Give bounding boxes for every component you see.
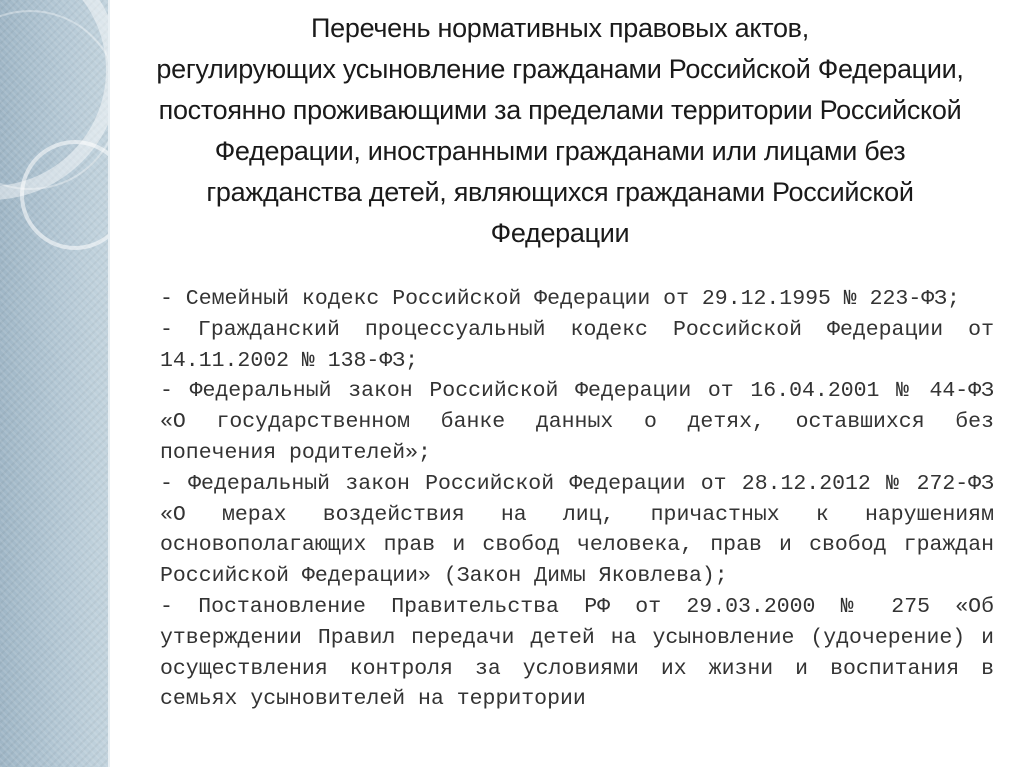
list-item: - Федеральный закон Российской Федерации от 16.04.2001 № 44-ФЗ «О государственном банке данных о детях, оставшихся без попечения родителей»; <box>160 379 994 465</box>
acts-list <box>160 284 994 715</box>
title-line: постоянно проживающими за пределами территории Российской <box>158 95 962 125</box>
title-line: регулирующих усыновление гражданами Российской Федерации, <box>156 54 964 84</box>
panel-divider <box>108 0 110 767</box>
list-item: - Постановление Правительства РФ от 29.03.2000 № 275 «Об утверждении Правил передачи детей на усыновление (удочерение) и осуществления контроля за условиями их жизни и воспитания в семьях усыновителей на территории <box>160 594 994 712</box>
list-item: - Семейный кодекс Российской Федерации от 29.12.1995 № 223-ФЗ; <box>160 287 960 311</box>
title-line: Федерации <box>490 218 630 248</box>
list-item: - Федеральный закон Российской Федерации от 28.12.2012 № 272-ФЗ «О мерах воздействия на лиц, причастных к нарушениям основополагающих прав и свобод человека, прав и свобод граждан Российской Федерации» (Закон Димы Яковлева); <box>160 471 994 589</box>
list-item: - Гражданский процессуальный кодекс Российской Федерации от 14.11.2002 № 138-ФЗ; <box>160 317 994 373</box>
title-line: Перечень нормативных правовых актов, <box>311 13 809 43</box>
decorative-side-panel <box>0 0 110 767</box>
title-line: гражданства детей, являющихся гражданами Российской <box>206 177 914 207</box>
title-line: Федерации, иностранными гражданами или лицами без <box>214 136 906 166</box>
slide-title <box>120 8 1000 254</box>
